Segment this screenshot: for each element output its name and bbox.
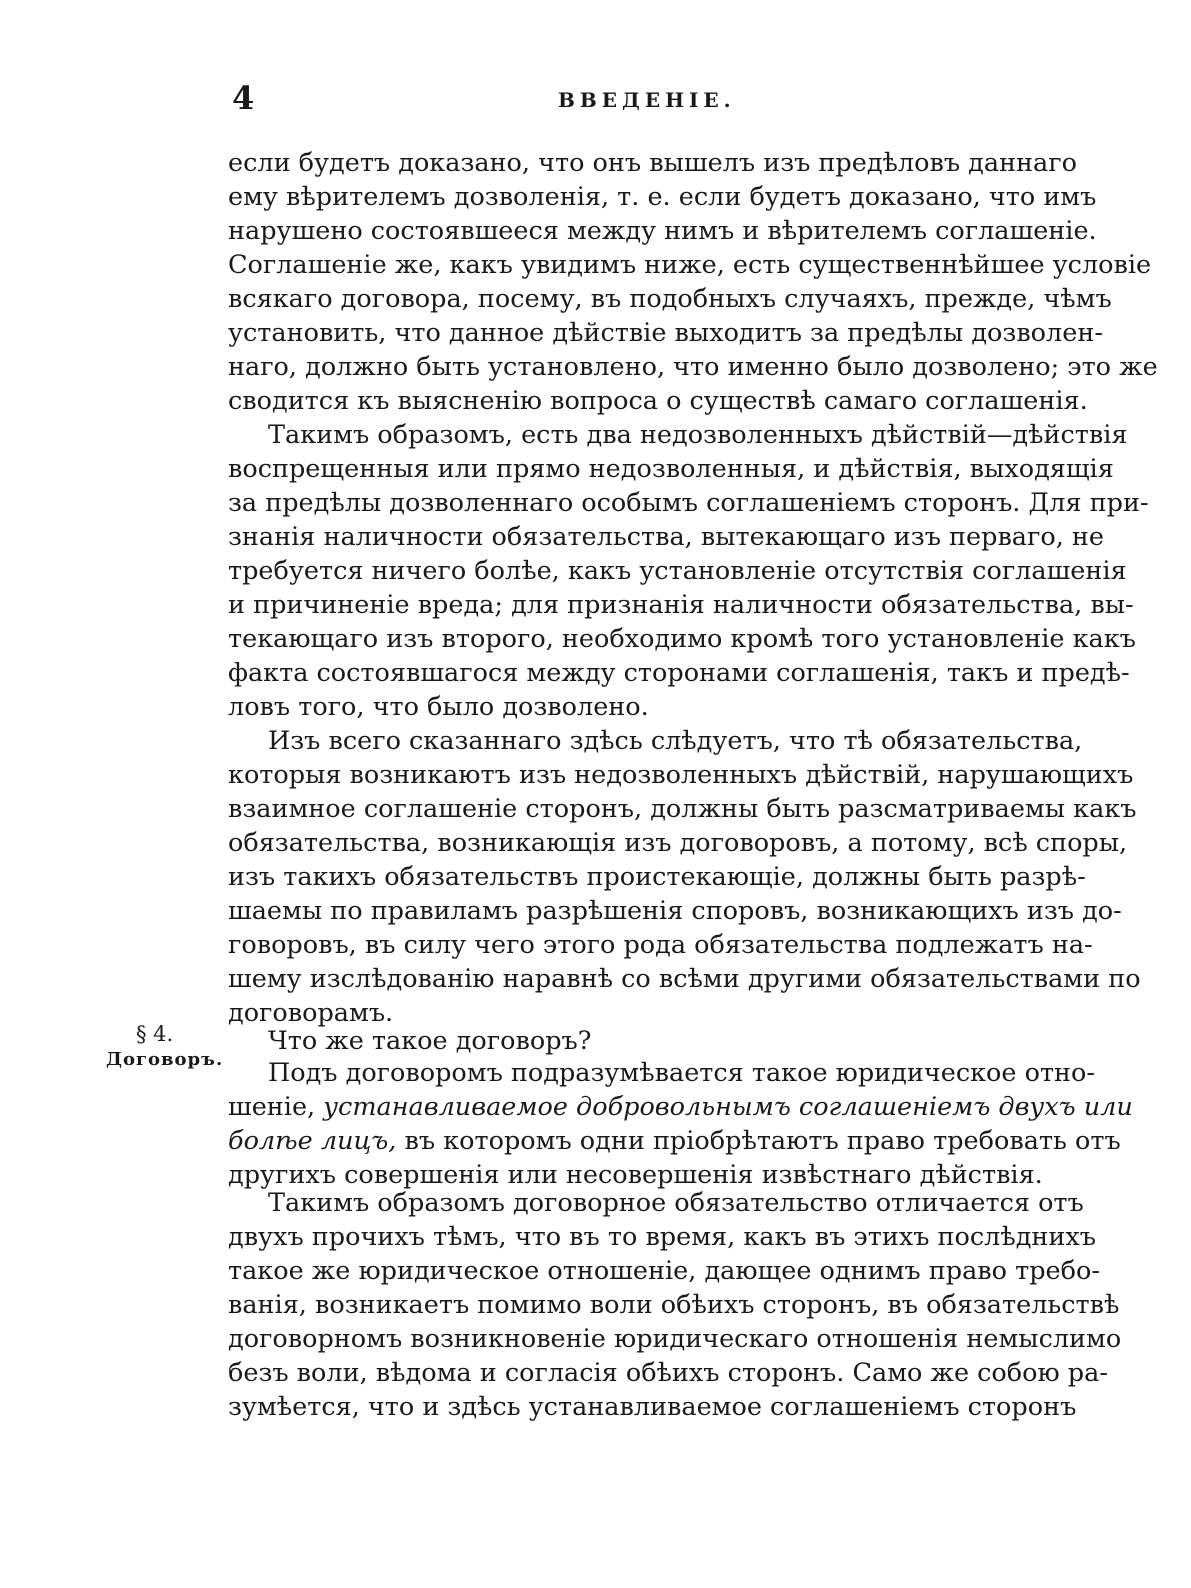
- text-line: Изъ всего сказаннаго здѣсь слѣдуетъ, что тѣ обязательства,: [268, 726, 1083, 756]
- text-line: факта состоявшагося между сторонами соглашенія, такъ и предѣ-: [228, 658, 1130, 688]
- section-title: Договоръ.: [106, 1049, 224, 1070]
- text-line: Подъ договоромъ подразумѣвается такое юридическое отно-: [268, 1058, 1096, 1088]
- text-line: Такимъ образомъ договорное обязательство отличается отъ: [268, 1188, 1084, 1218]
- text-line: ванія, возникаетъ помимо воли обѣихъ сторонъ, въ обязательствѣ: [228, 1290, 1120, 1320]
- text-line: безъ воли, вѣдома и согласія обѣихъ сторонъ. Само же собою ра-: [228, 1358, 1108, 1388]
- section-number: § 4.: [136, 1022, 174, 1046]
- text-line: требуется ничего болѣе, какъ установленіе отсутствія соглашенія: [228, 556, 1127, 586]
- text-line: изъ такихъ обязательствъ проистекающіе, должны быть разрѣ-: [228, 862, 1086, 892]
- text-line: текающаго изъ второго, необходимо кромѣ того установленіе какъ: [228, 624, 1136, 654]
- text-line: шаемы по правиламъ разрѣшенія споровъ, возникающихъ изъ до-: [228, 896, 1122, 926]
- text-line: установить, что данное дѣйствіе выходитъ за предѣлы дозволен-: [228, 318, 1103, 348]
- text-line: нарушено состоявшееся между нимъ и вѣрителемъ соглашеніе.: [228, 216, 1097, 246]
- text-run: шеніе,: [228, 1092, 316, 1122]
- text-line: договорамъ.: [228, 998, 394, 1028]
- text-line: [228, 1090, 1133, 1124]
- italic-definition: устанавливаемое добровольнымъ соглашеніемъ двухъ или: [323, 1092, 1133, 1122]
- text-line: сводится къ выясненію вопроса о существѣ самаго соглашенія.: [228, 386, 1088, 416]
- italic-definition: болѣе лицъ,: [228, 1126, 397, 1156]
- text-run: въ которомъ одни пріобрѣтаютъ право требовать отъ: [404, 1126, 1121, 1156]
- text-line: ловъ того, что было дозволено.: [228, 692, 649, 722]
- running-title: ВВЕДЕНІЕ.: [558, 88, 736, 112]
- body-text: [228, 146, 1158, 1446]
- text-line: [228, 1124, 1121, 1158]
- text-line: Что же такое договоръ?: [268, 1026, 592, 1056]
- text-line: всякаго договора, посему, въ подобныхъ случаяхъ, прежде, чѣмъ: [228, 284, 1112, 314]
- text-line: наго, должно быть установлено, что именно было дозволено; это же: [228, 352, 1158, 382]
- text-line: ему вѣрителемъ дозволенія, т. е. если будетъ доказано, что имъ: [228, 182, 1097, 212]
- text-line: шему изслѣдованію наравнѣ со всѣми другими обязательствами по: [228, 964, 1141, 994]
- text-line: и причиненіе вреда; для признанія наличности обязательства, вы-: [228, 590, 1134, 620]
- text-line: Такимъ образомъ, есть два недозволенныхъ дѣйствій—дѣйствія: [268, 420, 1128, 450]
- text-line: которыя возникаютъ изъ недозволенныхъ дѣйствій, нарушающихъ: [228, 760, 1134, 790]
- text-line: за предѣлы дозволеннаго особымъ соглашеніемъ сторонъ. Для при-: [228, 488, 1149, 518]
- text-line: знанія наличности обязательства, вытекающаго изъ перваго, не: [228, 522, 1105, 552]
- page-number: 4: [232, 79, 255, 117]
- text-line: двухъ прочихъ тѣмъ, что въ то время, какъ въ этихъ послѣднихъ: [228, 1222, 1097, 1252]
- text-line: если будетъ доказано, что онъ вышелъ изъ предѣловъ даннаго: [228, 148, 1077, 178]
- text-line: воспрещенныя или прямо недозволенныя, и дѣйствія, выходящія: [228, 454, 1114, 484]
- text-line: Соглашеніе же, какъ увидимъ ниже, есть существеннѣйшее условіе: [228, 250, 1152, 280]
- text-line: договорномъ возникновеніе юридическаго отношенія немыслимо: [228, 1324, 1122, 1354]
- text-line: взаимное соглашеніе сторонъ, должны быть разсматриваемы какъ: [228, 794, 1137, 824]
- text-line: такое же юридическое отношеніе, дающее однимъ право требо-: [228, 1256, 1100, 1286]
- text-line: обязательства, возникающія изъ договоровъ, а потому, всѣ споры,: [228, 828, 1128, 858]
- text-line: зумѣется, что и здѣсь устанавливаемое соглашеніемъ сторонъ: [228, 1392, 1077, 1422]
- text-line: говоровъ, въ силу чего этого рода обязательства подлежатъ на-: [228, 930, 1093, 960]
- text-line: другихъ совершенія или несовершенія извѣстнаго дѣйствія.: [228, 1160, 1043, 1190]
